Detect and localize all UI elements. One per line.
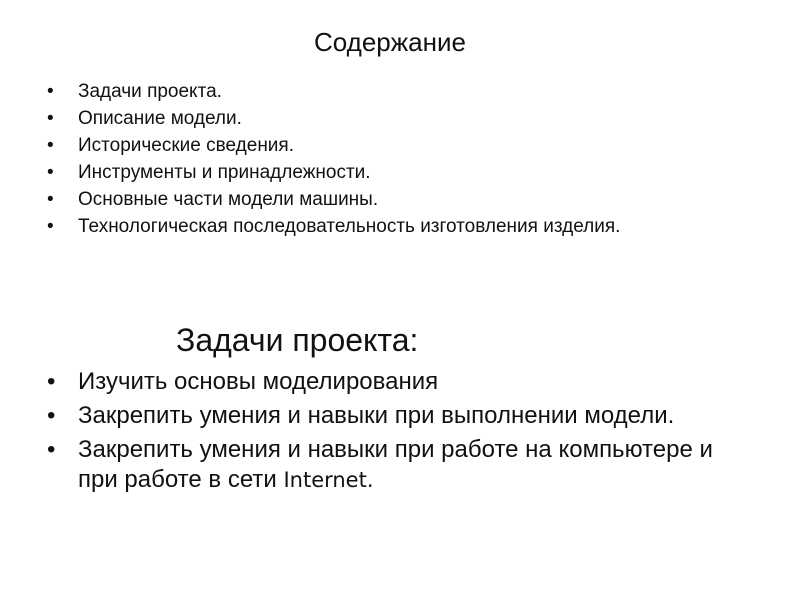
bullet-icon: • xyxy=(47,216,54,237)
bullet-icon: • xyxy=(47,402,56,429)
list-item xyxy=(47,78,687,105)
list-item xyxy=(47,132,687,159)
list-item xyxy=(47,213,687,240)
list-item-text: Технологическая последовательность изготовления изделия. xyxy=(78,216,621,237)
bullet-icon: • xyxy=(47,189,54,210)
bullet-icon: • xyxy=(47,81,54,102)
list-item xyxy=(47,401,737,431)
list-item-text: Основные части модели машины. xyxy=(78,189,379,210)
bullet-icon: • xyxy=(47,108,54,129)
list-item-text: Описание модели. xyxy=(78,108,242,129)
list-item-text: Изучить основы моделирования xyxy=(78,368,439,395)
list-item-text: Закрепить умения и навыки при выполнении модели. xyxy=(78,402,675,429)
list-item xyxy=(47,105,687,132)
list-item xyxy=(47,367,737,397)
section-heading: Задачи проекта: xyxy=(176,322,419,358)
bullet-icon: • xyxy=(47,436,56,463)
bullet-icon: • xyxy=(47,135,54,156)
page-title: Содержание xyxy=(314,27,466,57)
contents-list xyxy=(47,78,687,240)
bullet-icon: • xyxy=(47,162,54,183)
tasks-list xyxy=(47,367,737,499)
list-item xyxy=(47,435,737,495)
list-item-text: Задачи проекта. xyxy=(78,81,222,102)
list-item-text: Инструменты и принадлежности. xyxy=(78,162,371,183)
bullet-icon: • xyxy=(47,368,56,395)
list-item-text: Закрепить умения и навыки при работе на компьютере и при работе в сети xyxy=(78,436,713,493)
list-item xyxy=(47,186,687,213)
list-item-text: Исторические сведения. xyxy=(78,135,294,156)
list-item xyxy=(47,159,687,186)
internet-word: Internet. xyxy=(283,468,374,492)
